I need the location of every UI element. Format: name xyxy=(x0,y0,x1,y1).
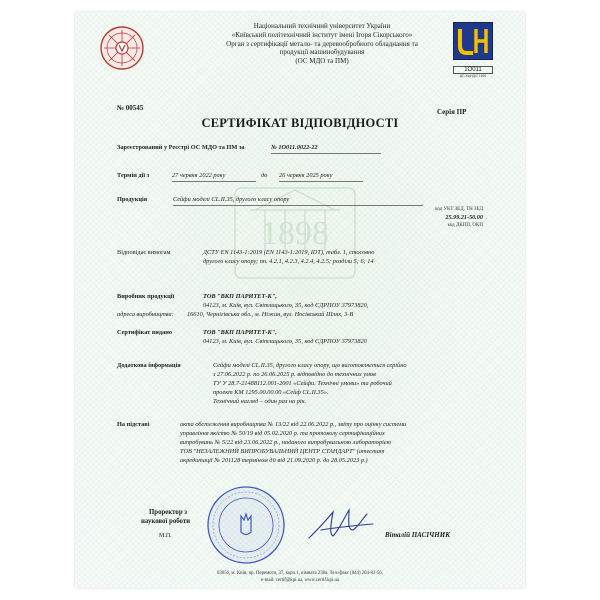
header-line2: «Київський політехнічний інститут імені Ігоря Сікорського» xyxy=(231,30,413,39)
university-logo xyxy=(99,24,145,72)
basis-line: акта обстеження виробництва № 13/22 від 22.06.2022 р., звіту про оцінку системи xyxy=(180,421,407,428)
requirements-line1: ДСТУ EN 1143-1:2019 (EN 1143-1:2019, IDT), табл. 1, стосовно xyxy=(203,249,375,256)
certificate-sheet xyxy=(75,12,525,588)
requirements-line2: другого класу опору; пп. 4.2.1, 4.2.3, 4.2.4, 4.2.5; розділи 5; 6; 14 xyxy=(203,258,374,265)
certificate-series: Серія ПР xyxy=(437,108,467,116)
signer-role-line2: наукової роботи xyxy=(141,518,191,525)
issued-line2: 04123, м. Київ, вул. Світлицького, 35, код ЄДРПОУ 37973820 xyxy=(203,338,367,345)
basis-label: На підставі xyxy=(117,421,150,428)
manufacturer-label: Виробник продукції xyxy=(117,293,175,300)
manufacturer-line2: 04123, м. Київ, вул. Світлицького, 35, код ЄДРПОУ 37973820, xyxy=(203,302,369,309)
mark-code: 1О011 xyxy=(453,66,493,74)
footer-line1: 03056, м. Київ, пр. Перемоги, 37, корп.1, кімната 238а. Тел./факс (044) 204-82-56, xyxy=(217,571,383,576)
header-line4: продукції машинобудування xyxy=(279,48,365,57)
validity-to: 26 червня 2025 року xyxy=(279,172,333,179)
basis-line: управління якістю № 50/19 від 05.02.2020 р. та протоколу сертифікаційних xyxy=(180,430,385,437)
validity-from: 27 червня 2022 року xyxy=(172,172,226,179)
product-label: Продукція xyxy=(117,196,148,203)
header-line3: Орган з сертифікації метало- та деревообробного обладнання та xyxy=(226,39,418,48)
code-label-2: код ДКПП, ОКП xyxy=(447,223,483,228)
signer-role-line1: Проректор з xyxy=(149,509,188,516)
certificate-title: СЕРТИФІКАТ ВІДПОВІДНОСТІ xyxy=(201,116,399,130)
basis-line: випробувань № 5/22 від 23.06.2022 р., наданого випробувальною лабораторією xyxy=(180,439,392,446)
ua-mark-icon xyxy=(453,22,493,60)
footer-line2: e-mail: certif@kpi.ua, www.certif.kpi.ua xyxy=(260,577,340,583)
basis-line: акредитації № 201128 терміном дії від 21.09.2020 р. до 28.05.2023 р.) xyxy=(180,457,368,464)
manufacturer-line1: ТОВ "ВКП ПАРИТЕТ-К", xyxy=(203,293,277,300)
additional-line: проект КМ 1295.00.00.00 «Сейф CL.II.35». xyxy=(213,389,329,396)
product-value: Сейфи моделі CL.II.35, другого класу опору xyxy=(173,196,290,203)
additional-line: ТУ У 28.7-21488112.001-2001 «Сейфи. Технічні умови» та робочий xyxy=(213,380,392,387)
additional-line: Сейфи моделі CL.II.35, другого класу опору, що виготовляється серійно xyxy=(213,362,407,369)
certification-mark xyxy=(453,22,493,78)
basis-line: ТОВ "НЕЗАЛЕЖНИЙ ВИПРОБУВАЛЬНИЙ ЦЕНТР СТАНДАРТ" (атестат xyxy=(180,448,385,455)
footer xyxy=(115,571,485,584)
issuer-header xyxy=(193,22,451,66)
registered-value: № 1О011.0022-22 xyxy=(271,144,318,151)
code-label-1: код УКТ ЗЕД, ТН ЗЕД xyxy=(435,207,483,212)
registered-underline xyxy=(271,153,381,154)
manufacturer-line3: 16610, Чернігівська обл., м. Ніжин, вул. Носівський Шлях, 3-В xyxy=(187,311,354,318)
additional-line: Технічний нагляд – один раз на рік. xyxy=(213,398,307,405)
issued-label: Сертифікат видано xyxy=(117,329,172,336)
validity-to-label: до xyxy=(261,172,268,179)
watermark-year: 1898 xyxy=(261,215,329,252)
validity-from-underline xyxy=(172,181,256,182)
header-line1: Національний технічний університет України xyxy=(253,22,391,30)
additional-label: Додаткова інформація xyxy=(117,362,181,369)
validity-label: Термін дії з xyxy=(117,172,150,179)
product-code: 25.99.21-50.00 xyxy=(445,214,483,221)
signer-name: Віталій ПАСІЧНИК xyxy=(385,531,450,539)
registered-label: Зареєстрований у Реєстрі ОС МДО та ПМ за xyxy=(117,144,245,151)
product-underline xyxy=(173,205,423,206)
seal-place-label: М.П. xyxy=(159,533,172,539)
issued-line1: ТОВ "ВКП ПАРИТЕТ-К", xyxy=(203,329,277,336)
production-address-label: адреса виробництва: xyxy=(117,311,174,318)
certificate-number: № 00545 xyxy=(117,104,144,112)
signature-scribble xyxy=(303,500,383,550)
official-seal xyxy=(205,484,287,566)
requirements-label: Відповідає вимогам xyxy=(117,249,171,256)
additional-line: з 27.06.2022 р. по 26.06.2025 р. відповідно до технічних умов xyxy=(213,371,376,378)
header-line5: (ОС МДО та ПМ) xyxy=(295,57,349,66)
validity-to-underline xyxy=(279,181,363,182)
mark-caption: ДП УкрНДІС 1965 xyxy=(459,74,486,78)
